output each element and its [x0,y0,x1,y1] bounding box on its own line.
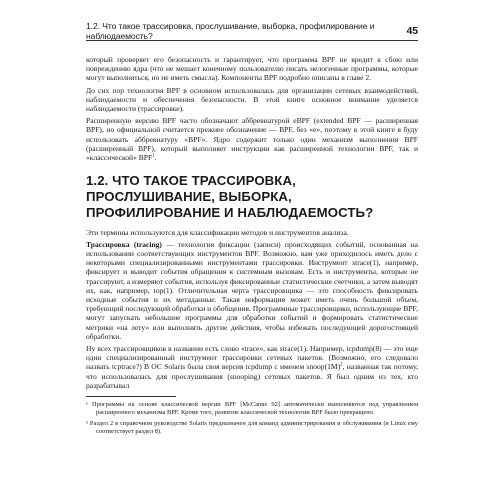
running-title: 1.2. Что такое трассировка, прослушивание, выборка, профилирование и наблюдаемость? [86,21,375,41]
footnote-divider [86,396,176,397]
paragraph: Эти термины используются для классификации методов и инструментов анализа. [86,227,349,237]
footnote-ref[interactable]: 1 [152,153,155,159]
page-number: 45 [406,25,418,37]
running-header [86,22,418,41]
paragraph: До сих пор технология BPF в основном использовалась для организации сетевых взаимодействий, наблюдаемости и обеспечения безопасности. В этой книге основное внимание уделяется наблюдаемости (трассировке). [86,85,418,114]
footnote-ref[interactable]: 2 [340,362,343,368]
paragraph: который проверяет его безопасность и гарантирует, что программа BPF не вредит к сбою или повреждению ядра (что не мешает конечному пользователю писать нелогичные программы, которые могут выполняться, но не иметь смысла). Компоненты BPF подробно описаны в главе 2. [86,55,418,83]
footnotes [86,401,418,436]
section-heading: 1.2. ЧТО ТАКОЕ ТРАССИРОВКА, ПРОСЛУШИВАНИЕ, ВЫБОРКА, ПРОФИЛИРОВАНИЕ И НАБЛЮДАЕМОСТЬ? [86,173,374,220]
paragraph-text: , названная так потому, что использовалась для прослушивания (snooping) сетевых пакетов. Я был одним из тех, кто разрабатывал [86,362,418,390]
paragraph-text: — технология фиксации (записи) происходящих событий, основанная на использовании соответствующих инструментов BPF. Возможно, вам уже приходилось иметь дело с некоторыми специализированными инструментами трассировки. Инструмент strace(1), например, фиксирует и выводит события обращения к системным вызовам. Есть и инструменты, которые не трассируют, а измеряют события, используя фиксированные статистические счетчики, а затем выводят их, как, например, top(1). Отличительная черта трассировщика — это способность фиксировать исходные события и их метаданные. Такая информация может иметь очень большой объем, требующий последующей обработки и обобщения. Программные трассировщики, использующие BPF, могут запускать небольшие программы для обработки событий и формировать статистические метрики «на лету» или выполнять другие действия, чтобы избежать последующей дорогостоящей обработки. [86,239,418,341]
page-body [86,55,418,439]
paragraph [86,344,418,390]
term-tracing: Трассировка (tracing) [86,239,162,249]
paragraph [86,240,418,341]
paragraph-text: Ну всех трассировщиков в названии есть слово «trace», как strace(1). Например, tcpdump(8) — это еще один специализированный инструмент трассировки сетевых пакетов. (Возможно, его следовало назвать tcptrace?) В ОС Solaris была своя версия tcpdump с именем snoop(1M) [86,344,418,372]
footnote: ² Раздел 2 в справочном руководстве Solaris предназначен для команд администрирования и обслуживания (в Linux ему соответствует раздел 8). [86,420,418,436]
paragraph: Расширенную версию BPF часто обозначают аббревиатурой eBPF (extended BPF — расширенная BPF), но официальной считается прежнее обозначение — BPF, без «e», поэтому в этой книге я буду использовать аббревиатуру «BPF». Ядро содержит только один механизм выполнения BPF (расширенный BPF), который выполняет инструкции как расширенной технологии BPF, так и «классической» BPF$^1$. [86,116,418,163]
footnote: ¹ Программы на основе классической версии BPF [McCanne 92] автоматически выполняются под управлением расширенного механизма BPF. Кроме того, развитие классической технологии BPF было прекращено. [86,401,418,417]
paragraph-text: Расширенную версию BPF часто обозначают аббревиатурой eBPF (extended BPF — расширенная BPF), но официальной считается прежнее обозначение — BPF, без «e», поэтому в этой книге я буду использовать аббревиатуру «BPF». Ядро содержит только один механизм выполнения BPF (расширенный BPF), который выполняет инструкции как расширенной технологии BPF, так и «классической» BPF [86,116,418,163]
